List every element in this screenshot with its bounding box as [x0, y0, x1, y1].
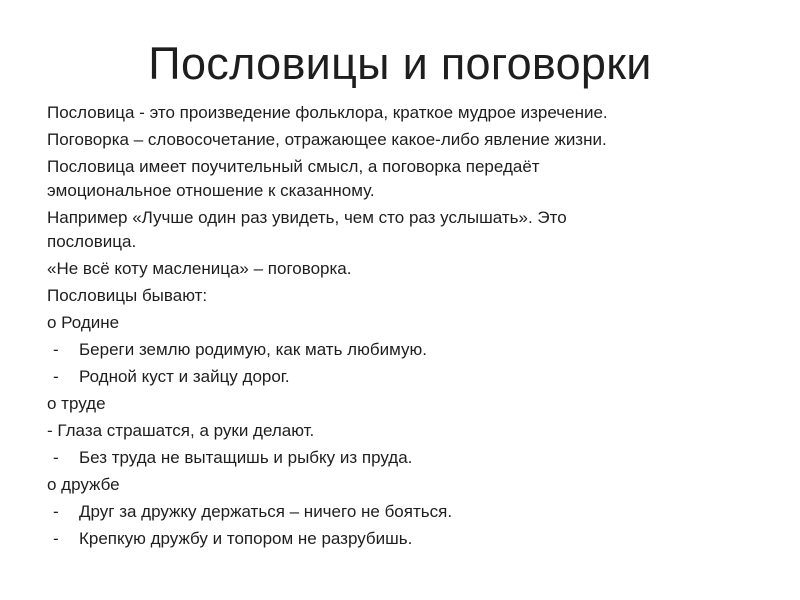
proverbs-types-heading: Пословицы бывают: — [47, 286, 208, 305]
category-homeland: о Родине — [47, 313, 120, 332]
definition-saying: Поговорка – словосочетание, отражающее какое-либо явление жизни. — [47, 130, 607, 149]
slide-body — [47, 101, 767, 554]
proverb-text: Без труда не вытащишь и рыбку из пруда. — [79, 448, 413, 467]
category-labor: о труде — [47, 394, 106, 413]
difference-paragraph — [47, 155, 767, 203]
difference-line-2: эмоциональное отношение к сказанному. — [47, 181, 375, 200]
dash-bullet: - — [53, 529, 59, 548]
example-proverb-line-1: Например «Лучше один раз увидеть, чем сто раз услышать». Это — [47, 208, 567, 227]
example-proverb-line-2: пословица. — [47, 232, 137, 251]
list-item — [47, 527, 767, 551]
proverb-text: Родной куст и зайцу дорог. — [79, 367, 290, 386]
slide-title: Пословицы и поговорки — [148, 38, 652, 89]
proverb-text: Крепкую дружбу и топором не разрубишь. — [79, 529, 413, 548]
list-item — [47, 365, 767, 389]
difference-line-1: Пословица имеет поучительный смысл, а поговорка передаёт — [47, 157, 540, 176]
category-friendship: о дружбе — [47, 475, 120, 494]
dash-bullet: - — [53, 448, 59, 467]
example-saying: «Не всё коту масленица» – поговорка. — [47, 259, 352, 278]
dash-bullet: - — [53, 502, 59, 521]
dash-bullet: - — [53, 367, 59, 386]
proverb-eyes-hands: - Глаза страшатся, а руки делают. — [47, 421, 315, 440]
list-item — [47, 338, 767, 362]
example-proverb — [47, 206, 767, 254]
list-item — [47, 446, 767, 470]
dash-bullet: - — [53, 340, 59, 359]
proverb-text: Береги землю родимую, как мать любимую. — [79, 340, 427, 359]
definition-proverb: Пословица - это произведение фольклора, краткое мудрое изречение. — [47, 103, 608, 122]
proverb-text: Друг за дружку держаться – ничего не бояться. — [79, 502, 453, 521]
list-item — [47, 500, 767, 524]
